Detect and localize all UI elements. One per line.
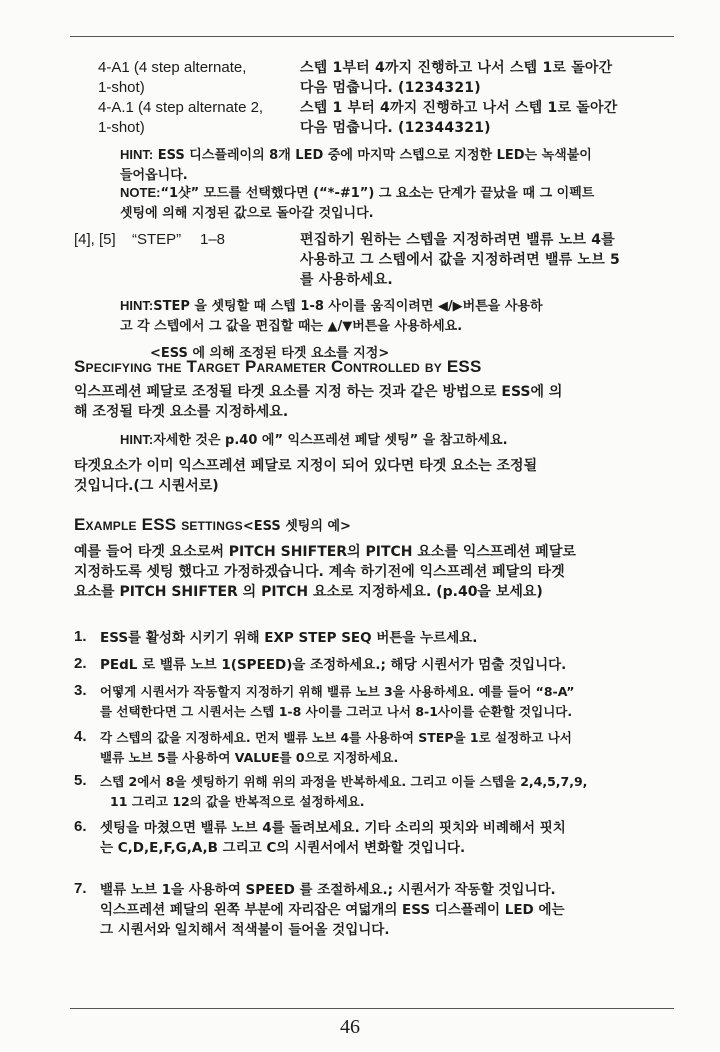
step-line: 어떻게 시퀀서가 작동할지 지정하기 위해 밸류 노브 3을 사용하세요. 예를 들어 “8-A” [100,684,575,699]
hint-label: HINT: [120,432,154,447]
mode-desc-line: 다음 멈춥니다. (1234321) [300,80,481,96]
step-text [100,772,690,812]
step-line: PEdL 로 밸류 노브 1(SPEED)을 조정하세요.; 해당 시퀀서가 멈출 것입니다. [100,657,567,673]
param-ref: [4], [5] [74,231,116,248]
mode-desc [300,58,612,98]
step-number: 2. [74,655,87,672]
top-rule [70,36,674,37]
param-range: 1–8 [200,231,226,248]
step-line: 밸류 노브 5를 사용하여 VALUE를 0으로 지정하세요. [100,750,399,765]
step-line: 익스프레션 페달의 왼쪽 부분에 자리잡은 여덟개의 ESS 디스플레이 LED 에는 [100,902,565,918]
step-line: 그 시퀀서와 일치해서 적색불이 들어올 것입니다. [100,922,390,938]
step-number: 3. [74,682,87,699]
note-block [120,183,680,224]
mode-term-line: 1-shot) [98,119,145,136]
step-line: ESS를 활성화 시키기 위해 EXP STEP SEQ 버튼을 누르세요. [100,630,478,646]
paragraph-line: 타겟요소가 이미 익스프레션 페달로 지정이 되어 있다면 타겟 요소는 조정될 [74,458,538,474]
hint-block [120,430,508,451]
paragraph-line: 익스프레션 페달로 조정될 타겟 요소를 지정 하는 것과 같은 방법으로 ESS에 의 [74,384,563,400]
page-number: 46 [340,1016,360,1038]
section-heading: Specifying the Target Parameter Controlled by ESS [74,357,482,376]
note-text: “1샷” 모드를 선택했다면 (“*-#1”) 그 요소는 단계가 끝났을 때 그 이펙트 [160,186,595,201]
step-line: 스텝 2에서 8을 셋팅하기 위해 위의 과정을 반복하세요. 그리고 이들 스텝을 2,4,5,7,9, [100,774,588,789]
heading-text-kr: <ESS 셋팅의 예> [242,519,351,534]
paragraph-line: 지정하도록 셋팅 했다고 가정하겠습니다. 계속 하기전에 익스프레션 페달의 타겟 [74,564,565,580]
bottom-rule [70,1008,674,1009]
mode-term-line: 1-shot) [98,79,145,96]
hint-line [120,145,680,166]
mode-term [98,98,263,138]
param-desc-line: 편집하기 원하는 스텝을 지정하려면 밸류 노브 4를 [300,232,615,248]
hint-line [120,296,680,317]
step-line: 를 선택한다면 그 시퀀서는 스텝 1-8 사이를 그러고 나서 8-1사이를 순환할 것입니다. [100,704,573,719]
step-line: 는 C,D,E,F,G,A,B 그리고 C의 시퀀서에서 변화할 것입니다. [100,840,466,856]
mode-term [98,58,246,98]
step-number: 6. [74,818,87,835]
section-subheading: <ESS 에 의해 조정된 타겟 요소를 지정> [150,346,390,361]
hint-text: 들어옵니다. [120,168,188,183]
section-heading [74,515,351,535]
step-line: 밸류 노브 1을 사용하여 SPEED 를 조절하세요.; 시퀀서가 작동할 것입니다. [100,882,556,898]
step-number: 1. [74,628,87,645]
mode-term-line: 4-A1 (4 step alternate, [98,59,247,76]
param-desc-line: 사용하고 그 스텝에서 값을 지정하려면 밸류 노브 5 [300,252,620,268]
step-number: 5. [74,772,87,789]
step-text [100,880,690,940]
mode-desc-line: 스텝 1부터 4까지 진행하고 나서 스텝 1로 돌아간 [300,60,613,76]
hint-label: HINT: [120,147,154,162]
mode-desc-line: 스텝 1 부터 4까지 진행하고 나서 스텝 1로 돌아간 [300,100,618,116]
hint-text: STEP 을 셋팅할 때 스텝 1-8 사이를 움직이려면 ◀/▶버튼을 사용하 [153,299,543,314]
step-line: 셋팅을 마쳤으면 밸류 노브 4를 돌려보세요. 기타 소리의 핏치와 비례해서 핏치 [100,820,566,836]
mode-desc [300,98,617,138]
step-text [100,682,690,722]
mode-desc-line: 다음 멈춥니다. (12344321) [300,120,491,136]
step-line: 11 그리고 12의 값을 반복적으로 설정하세요. [110,794,365,809]
hint-block [120,145,680,186]
heading-text: Example ESS settings [74,515,243,534]
paragraph-line: 해 조정될 타겟 요소를 지정하세요. [74,404,289,420]
step-text [100,655,690,675]
mode-term-line: 4-A.1 (4 step alternate 2, [98,99,264,116]
paragraph-line: 것입니다.(그 시퀀서로) [74,478,219,494]
hint-block [120,296,680,337]
step-text [100,728,690,768]
step-text [100,628,690,648]
step-number: 7. [74,880,87,897]
hint-text: 고 각 스텝에서 그 값을 편집할 때는 ▲/▼버튼을 사용하세요. [120,319,463,334]
step-line: 각 스텝의 값을 지정하세요. 먼저 밸류 노브 4를 사용하여 STEP을 1로 설정하고 나서 [100,730,572,745]
hint-label: HINT: [120,298,154,313]
param-desc [300,230,620,290]
hint-text: ESS 디스플레이의 8개 LED 중에 마지막 스텝으로 지정한 LED는 녹색불이 [157,148,592,163]
step-number: 4. [74,728,87,745]
section-paragraph [74,382,684,422]
param-desc-line: 를 사용하세요. [300,272,393,288]
note-line [120,183,680,204]
param-name: “STEP” [132,231,182,248]
paragraph-line: 예를 들어 타겟 요소로써 PITCH SHIFTER의 PITCH 요소를 익스프레션 페달로 [74,544,576,560]
paragraph-line: 요소를 PITCH SHIFTER 의 PITCH 요소로 지정하세요. (p.40을 보세요) [74,584,543,600]
step-text [100,818,690,858]
section-intro [74,542,684,602]
section-paragraph [74,456,684,496]
note-text: 셋팅에 의해 지정된 값으로 돌아갈 것입니다. [120,206,374,221]
note-label: NOTE: [120,185,161,200]
hint-text: 자세한 것은 p.40 에” 익스프레션 페달 셋팅” 을 참고하세요. [153,433,508,448]
